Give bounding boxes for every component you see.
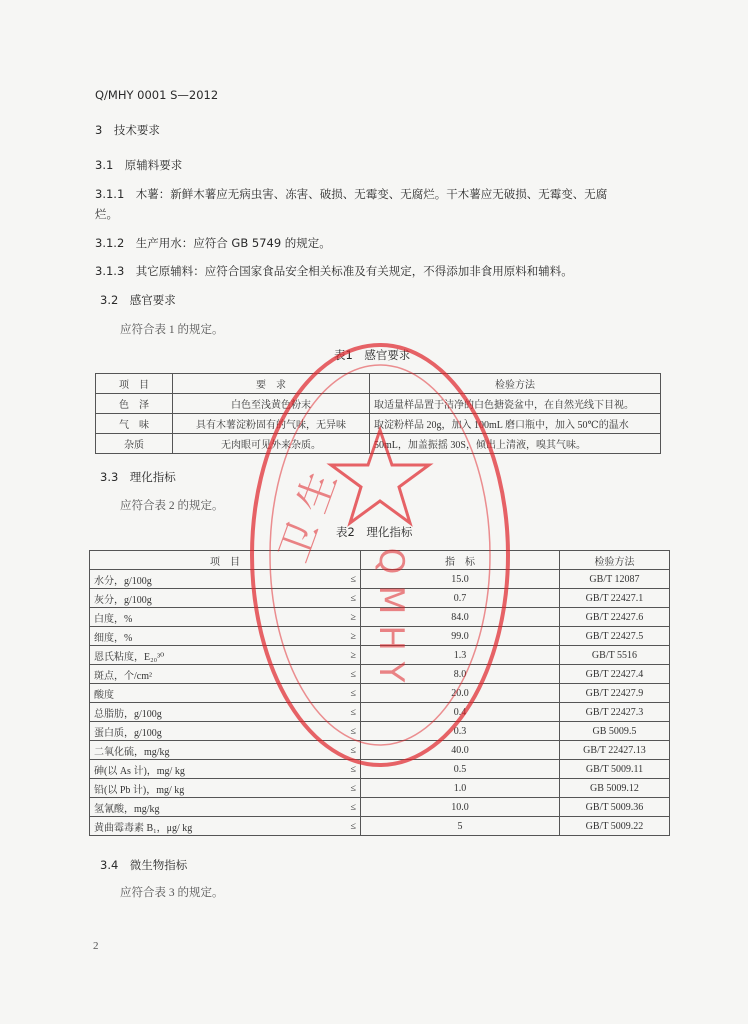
section-3-3-text: 应符合表 2 的规定。 (120, 500, 224, 512)
table-1 (95, 373, 661, 454)
table-row (90, 741, 670, 760)
table-cell: 白度，% (90, 608, 330, 627)
table-cell: GB/T 5009.11 (559, 760, 669, 779)
table-cell: GB/T 22427.1 (559, 589, 669, 608)
table-row (90, 646, 670, 665)
table-row (90, 779, 670, 798)
table-cell: 取适量样品置于洁净的白色搪瓷盆中，在自然光线下目视。 (370, 394, 661, 414)
table-2 (89, 547, 670, 836)
standard-code: Q/MHY 0001 S—2012 (95, 88, 219, 102)
table-cell: 20.0 (360, 684, 559, 703)
section-3-heading: 3 技术要求 (95, 123, 160, 137)
page-number: 2 (93, 940, 99, 952)
table-cell: ≤ (330, 684, 361, 703)
table-cell: 8.0 (360, 665, 559, 684)
table-cell: ≤ (330, 589, 361, 608)
table-cell: GB/T 5009.22 (559, 817, 669, 836)
table-header-cell: 项 目 (90, 551, 361, 570)
table-1-caption: 表1 感官要求 (334, 348, 411, 362)
table-cell: ≤ (330, 798, 361, 817)
table-cell: 0.7 (360, 589, 559, 608)
table-cell: GB/T 12087 (559, 570, 669, 589)
table-row (90, 570, 670, 589)
table-header-cell: 项 目 (96, 374, 173, 394)
section-3-3-heading: 3.3 理化指标 (100, 470, 176, 484)
section-3-1-heading: 3.1 原辅料要求 (95, 158, 183, 172)
table-cell: ≤ (330, 703, 361, 722)
table-cell: 0.3 (360, 722, 559, 741)
table-cell: GB/T 22427.9 (559, 684, 669, 703)
section-3-2-text: 应符合表 1 的规定。 (120, 324, 224, 336)
table-cell: ≤ (330, 722, 361, 741)
table-cell: GB/T 5009.36 (559, 798, 669, 817)
table-cell: 84.0 (360, 608, 559, 627)
table-cell: 15.0 (360, 570, 559, 589)
table-row (96, 434, 661, 454)
table-cell: 白色至浅黄色粉末 (173, 394, 370, 414)
table-cell: 灰分，g/100g (90, 589, 330, 608)
table-cell: 无肉眼可见外来杂质。 (173, 434, 370, 454)
table-cell: 水分，g/100g (90, 570, 330, 589)
table-cell: GB/T 22427.13 (559, 741, 669, 760)
table-row (90, 760, 670, 779)
table-cell: 黄曲霉毒素 B₁，μg/ kg (90, 817, 330, 836)
table-row (90, 589, 670, 608)
table-header-cell: 指 标 (360, 551, 559, 570)
table-header-cell: 检验方法 (370, 374, 661, 394)
table-cell: ≤ (330, 665, 361, 684)
table-cell: 二氧化硫，mg/kg (90, 741, 330, 760)
table-cell: 铅(以 Pb 计)，mg/ kg (90, 779, 330, 798)
table-cell: ≤ (330, 741, 361, 760)
table-cell: GB/T 22427.5 (559, 627, 669, 646)
table-cell: 具有木薯淀粉固有的气味，无异味 (173, 414, 370, 434)
table-cell: GB 5009.12 (559, 779, 669, 798)
table-row (90, 665, 670, 684)
table-cell: 总脂肪，g/100g (90, 703, 330, 722)
table-cell: ≤ (330, 760, 361, 779)
section-3-1-1-text-cont: 烂。 (95, 207, 118, 221)
table-cell: ≥ (330, 627, 361, 646)
table-row (90, 817, 670, 836)
table-cell: GB/T 5516 (559, 646, 669, 665)
table-header-row (96, 374, 661, 394)
table-2-body (90, 570, 670, 836)
table-cell: 杂质 (96, 434, 173, 454)
table-cell: 10.0 (360, 798, 559, 817)
table-row (90, 608, 670, 627)
table-cell: 1.3 (360, 646, 559, 665)
table-cell: 色 泽 (96, 394, 173, 414)
svg-text:卫 生: 卫 生 (271, 465, 347, 569)
table-cell: 40.0 (360, 741, 559, 760)
table-cell: GB 5009.5 (559, 722, 669, 741)
table-cell: ≤ (330, 817, 361, 836)
table-cell: 恩氏粘度，E₂₀³⁰ (90, 646, 330, 665)
table-row (90, 703, 670, 722)
table-cell: 蛋白质，g/100g (90, 722, 330, 741)
section-3-4-text: 应符合表 3 的规定。 (120, 887, 224, 899)
table-cell: 砷(以 As 计)，mg/ kg (90, 760, 330, 779)
table-cell: 0.5 (360, 760, 559, 779)
table-cell: 取淀粉样品 20g，加入 100mL 磨口瓶中，加入 50℃的温水 (370, 414, 661, 434)
table-cell: 5 (360, 817, 559, 836)
table-cell: 1.0 (360, 779, 559, 798)
section-3-4-heading: 3.4 微生物指标 (100, 858, 188, 872)
section-3-1-1-text: 3.1.1 木薯：新鲜木薯应无病虫害、冻害、破损、无霉变、无腐烂。干木薯应无破损、无霉变、无腐 (95, 187, 608, 201)
table-row (90, 798, 670, 817)
table-cell: GB/T 22427.4 (559, 665, 669, 684)
table-cell: ≤ (330, 570, 361, 589)
table-cell: 酸度 (90, 684, 330, 703)
table-cell: 0.4 (360, 703, 559, 722)
table-cell: 50mL，加盖振摇 30S，倾出上清液，嗅其气味。 (370, 434, 661, 454)
table-row (96, 394, 661, 414)
table-row (90, 722, 670, 741)
table-cell: ≥ (330, 608, 361, 627)
svg-text:Q M H Y: Q M H Y (371, 547, 411, 683)
table-row (90, 684, 670, 703)
section-3-1-2-text: 3.1.2 生产用水：应符合 GB 5749 的规定。 (95, 236, 331, 250)
table-row (96, 414, 661, 434)
table-cell: 99.0 (360, 627, 559, 646)
table-2-caption: 表2 理化指标 (336, 525, 413, 539)
section-3-2-heading: 3.2 感官要求 (100, 293, 176, 307)
table-header-cell: 检验方法 (559, 551, 669, 570)
section-3-1-3-text: 3.1.3 其它原辅料：应符合国家食品安全相关标准及有关规定，不得添加非食用原料和辅料。 (95, 264, 573, 278)
table-cell: ≥ (330, 646, 361, 665)
table-cell: GB/T 22427.3 (559, 703, 669, 722)
table-cell: 氢氰酸，mg/kg (90, 798, 330, 817)
table-cell: GB/T 22427.6 (559, 608, 669, 627)
table-cell: 气 味 (96, 414, 173, 434)
table-header-row (90, 551, 670, 570)
table-cell: 斑点，个/cm² (90, 665, 330, 684)
table-header-cell: 要 求 (173, 374, 370, 394)
table-row (90, 627, 670, 646)
table-cell: ≤ (330, 779, 361, 798)
table-cell: 细度，% (90, 627, 330, 646)
